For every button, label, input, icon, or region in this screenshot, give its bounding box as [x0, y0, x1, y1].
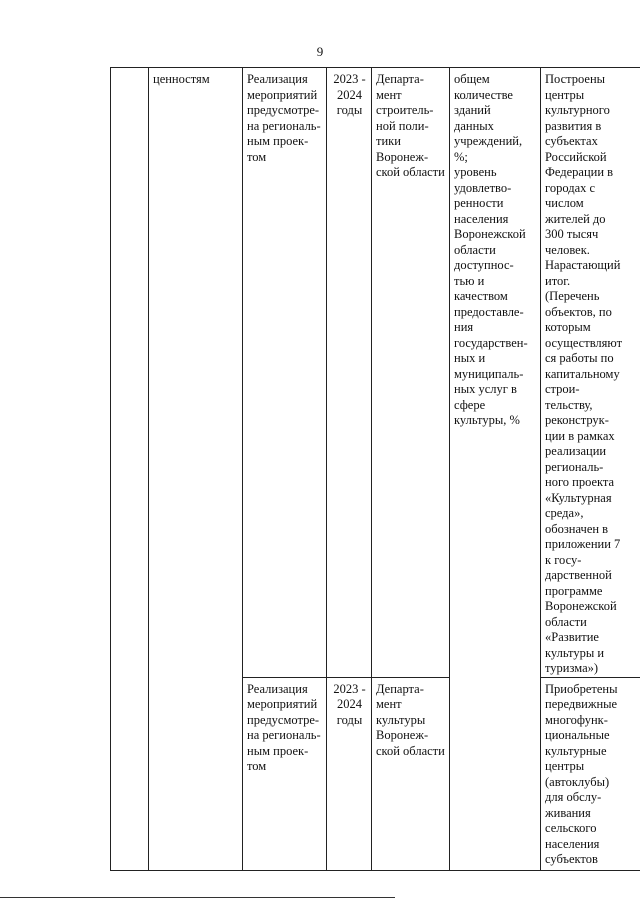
text-line: строи-	[545, 382, 580, 396]
text-line: дарственной	[545, 568, 612, 582]
text-line: ным проек-	[247, 134, 309, 148]
text-line: ции в рамках	[545, 428, 615, 443]
text-line: предусмотре-	[247, 103, 320, 117]
text-line: туризма»)	[545, 661, 599, 675]
text-line: предусмотре-	[247, 712, 320, 727]
indicator-cell	[450, 68, 541, 871]
text-line: центры	[545, 87, 585, 102]
text-line: годы	[336, 712, 363, 727]
index-cell	[111, 68, 149, 871]
text-line: населения	[454, 211, 509, 226]
text-line: уровень	[454, 165, 497, 179]
goal-cell	[149, 68, 243, 871]
text-line: доступнос-	[454, 258, 514, 272]
result-cell	[541, 677, 640, 870]
text-line: строитель-	[376, 103, 434, 117]
text-line: данных	[454, 118, 494, 133]
executor-cell	[372, 677, 450, 870]
executor-text	[376, 72, 446, 181]
text-line: (автоклубы)	[545, 774, 610, 789]
text-line: том	[247, 149, 267, 164]
text-line: Российской	[545, 149, 607, 164]
text-line: государствен-	[454, 335, 528, 350]
text-line: ренности	[454, 196, 504, 210]
text-line: ния	[454, 320, 474, 334]
text-line: обозначен в	[545, 521, 609, 536]
event-cell	[243, 68, 327, 678]
text-line: Построены	[545, 72, 606, 86]
text-line: ской области	[376, 165, 445, 179]
event-cell	[243, 677, 327, 870]
text-line: мероприятий	[247, 87, 318, 102]
text-line: реализации	[545, 444, 607, 458]
period-text	[331, 682, 368, 729]
text-line: 2023 -	[333, 72, 366, 86]
text-line: годы	[336, 103, 363, 117]
text-line: капитальному	[545, 366, 620, 381]
text-line: сфере	[454, 397, 486, 412]
text-line: Воронежской	[545, 599, 617, 613]
text-line: субъектах	[545, 134, 598, 148]
text-line: на региональ-	[247, 728, 321, 742]
text-line: тельству,	[545, 397, 593, 412]
text-line: ся работы по	[545, 351, 614, 365]
goal-text: ценностям	[153, 72, 210, 86]
indicator-text	[454, 72, 537, 429]
text-line: которым	[545, 320, 591, 334]
text-line: культурные	[545, 743, 607, 758]
text-line: тики	[376, 134, 401, 148]
text-line: Приобретены	[545, 681, 618, 696]
text-line: Воронеж-	[376, 149, 429, 164]
text-line: области	[545, 614, 587, 629]
page-number: 9	[316, 44, 324, 59]
text-line: мероприятий	[247, 697, 318, 711]
text-line: удовлетво-	[454, 180, 512, 195]
text-line: общем	[454, 72, 490, 86]
event-text	[247, 72, 323, 165]
text-line: культурного	[545, 103, 610, 117]
text-line: на региональ-	[247, 118, 321, 133]
text-line: учреждений,	[454, 134, 523, 148]
text-line: количестве	[454, 87, 513, 102]
text-line: качеством	[454, 289, 508, 303]
text-line: для обслу-	[545, 790, 602, 804]
text-line: к госу-	[545, 552, 582, 567]
text-line: ных услуг в	[454, 382, 517, 396]
text-line: 2024	[337, 697, 362, 711]
text-line: ной поли-	[376, 118, 429, 133]
text-line: реконструк-	[545, 413, 609, 427]
text-line: населения	[545, 836, 600, 851]
period-cell	[327, 677, 372, 870]
text-line: культуры	[376, 712, 426, 727]
text-line: Воронеж-	[376, 728, 429, 742]
period-cell	[327, 68, 372, 678]
result-text	[545, 72, 637, 677]
text-line: центры	[545, 759, 585, 773]
table-row	[111, 68, 640, 678]
text-line: развития в	[545, 118, 602, 133]
text-line: городах с	[545, 180, 596, 195]
text-line: Департа-	[376, 681, 424, 696]
event-text	[247, 682, 323, 775]
text-line: региональ-	[545, 459, 604, 474]
result-cell	[541, 68, 640, 678]
text-line: приложении 7	[545, 537, 621, 551]
text-line: мент	[376, 697, 402, 711]
period-text	[331, 72, 368, 119]
text-line: 300 тысяч	[545, 227, 599, 241]
text-line: осуществляют	[545, 335, 623, 350]
text-line: 2023 -	[333, 681, 366, 696]
text-line: Реализация	[247, 72, 308, 86]
text-line: культуры и	[545, 645, 605, 660]
text-line: субъектов	[545, 852, 598, 866]
text-line: итог.	[545, 273, 571, 288]
text-line: (Перечень	[545, 289, 600, 303]
text-line: муниципаль-	[454, 366, 524, 381]
text-line: тью и	[454, 273, 485, 288]
program-table	[110, 67, 640, 871]
text-line: области	[454, 242, 496, 257]
text-line: ных и	[454, 351, 486, 365]
text-line: ской области	[376, 743, 445, 758]
result-text	[545, 682, 637, 868]
text-line: зданий	[454, 103, 491, 117]
text-line: ного проекта	[545, 475, 615, 489]
text-line: предоставле-	[454, 304, 524, 319]
text-line: «Культурная	[545, 490, 612, 505]
text-line: человек.	[545, 242, 590, 257]
text-line: живания	[545, 805, 591, 820]
text-line: программе	[545, 583, 603, 598]
text-line: циональные	[545, 728, 610, 742]
text-line: Нарастающий	[545, 258, 621, 272]
executor-cell	[372, 68, 450, 678]
text-line: ным проек-	[247, 743, 309, 758]
text-line: мент	[376, 87, 402, 102]
text-line: культуры, %	[454, 413, 520, 427]
text-line: Воронежской	[454, 227, 526, 241]
text-line: Реализация	[247, 681, 308, 696]
text-line: Департа-	[376, 72, 424, 86]
text-line: числом	[545, 196, 584, 210]
text-line: %;	[454, 149, 468, 164]
text-line: сельского	[545, 821, 597, 835]
text-line: объектов, по	[545, 304, 612, 319]
text-line: том	[247, 759, 267, 773]
text-line: «Развитие	[545, 630, 599, 644]
footer-divider	[0, 897, 395, 898]
executor-text	[376, 682, 446, 760]
text-line: жителей до	[545, 211, 606, 226]
text-line: 2024	[337, 87, 362, 102]
text-line: среда»,	[545, 506, 584, 520]
text-line: передвижные	[545, 697, 618, 711]
text-line: Федерации в	[545, 165, 614, 179]
text-line: многофунк-	[545, 712, 608, 727]
